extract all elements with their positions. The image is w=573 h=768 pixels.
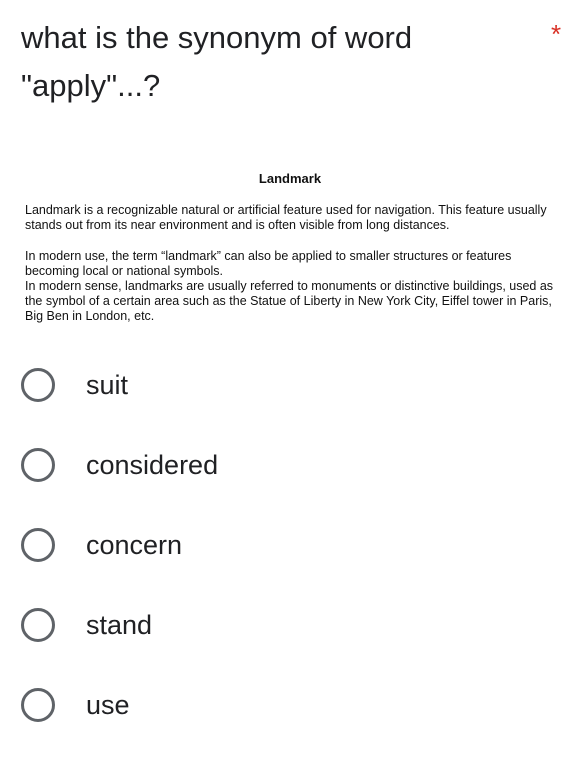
option-label[interactable]: stand	[86, 610, 153, 640]
option-label[interactable]: considered	[86, 450, 219, 480]
passage-title: Landmark	[258, 171, 322, 186]
radio-button[interactable]	[21, 688, 55, 722]
option-considered[interactable]	[0, 438, 573, 518]
answer-options	[0, 358, 573, 758]
question-line-2: "apply"...?	[21, 68, 161, 103]
radio-button[interactable]	[21, 528, 55, 562]
option-use[interactable]	[0, 678, 573, 758]
radio-button[interactable]	[21, 368, 55, 402]
option-suit[interactable]	[0, 358, 573, 438]
radio-button[interactable]	[21, 608, 55, 642]
question-line-1: what is the synonym of word	[21, 20, 413, 55]
option-label[interactable]: suit	[86, 370, 129, 400]
reading-passage-image	[25, 170, 555, 324]
option-concern[interactable]	[0, 518, 573, 598]
passage-paragraph-2: In modern use, the term “landmark” can also be applied to smaller structures or features becoming local or national symbols.	[25, 249, 512, 278]
radio-button[interactable]	[21, 448, 55, 482]
passage-paragraph-3: In modern sense, landmarks are usually referred to monuments or distinctive buildings, used as the symbol of a certain area such as the Statue of Liberty in New York City, Eiffel tower in Paris, Big Ben in London, etc.	[25, 279, 554, 323]
option-stand[interactable]	[0, 598, 573, 678]
option-label[interactable]: use	[86, 690, 130, 720]
question-title	[21, 14, 521, 110]
required-asterisk: *	[551, 19, 562, 49]
option-label[interactable]: concern	[86, 530, 183, 560]
passage-paragraph-1: Landmark is a recognizable natural or artificial feature used for navigation. This feature usually stands out from its near environment and is often visible from long distances.	[25, 203, 547, 232]
